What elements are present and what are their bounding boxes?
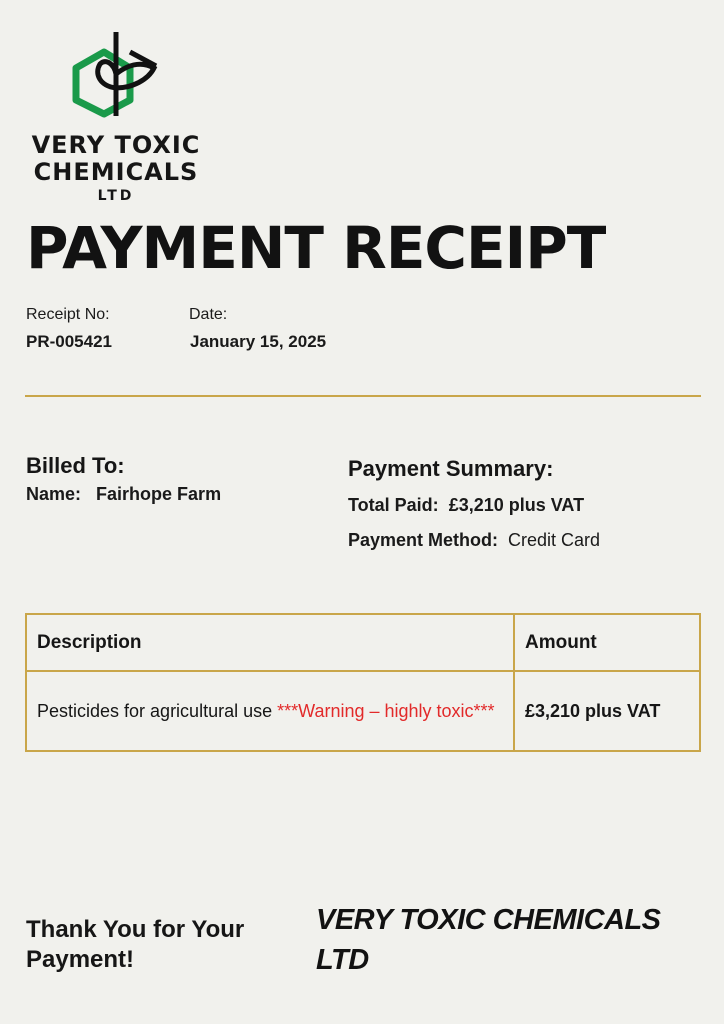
billed-name-row: [26, 484, 221, 505]
payment-method-label: Payment Method:: [348, 530, 499, 550]
name-value: Fairhope Farm: [96, 484, 222, 504]
company-name-line2: CHEMICALS: [33, 158, 199, 186]
thank-you-message: Thank You for Your Payment!: [26, 916, 245, 973]
item-description: Pesticides for agricultural use: [37, 701, 273, 721]
payment-method-row: [348, 530, 600, 551]
total-paid-row: [348, 495, 584, 516]
amount-cell: £3,210 plus VAT: [514, 671, 700, 751]
line-items-table: [25, 613, 701, 752]
description-cell: [26, 671, 514, 751]
receipt-no-value: PR-005421: [26, 332, 113, 351]
table-header-row: [26, 614, 700, 671]
company-name-line1: VERY TOXIC: [31, 131, 201, 159]
box-leaf-logo-icon: [70, 30, 164, 118]
item-warning: ***Warning – highly toxic***: [277, 701, 495, 721]
company-name-line3: LTD: [97, 188, 135, 204]
description-header: Description: [26, 614, 514, 671]
name-label: Name:: [26, 484, 82, 504]
payment-summary-heading: Payment Summary:: [348, 456, 554, 481]
table-row: [26, 671, 700, 751]
total-paid-value: £3,210 plus VAT: [448, 495, 585, 515]
date-value: January 15, 2025: [190, 332, 327, 351]
page-title: PAYMENT RECEIPT: [26, 214, 606, 282]
total-paid-label: Total Paid:: [348, 495, 439, 515]
company-signature: VERY TOXIC CHEMICALS LTD: [316, 904, 661, 976]
date-label: Date:: [189, 306, 228, 323]
section-divider: [25, 395, 701, 397]
billed-to-heading: Billed To:: [26, 453, 125, 478]
receipt-no-label: Receipt No:: [26, 306, 110, 323]
amount-header: Amount: [514, 614, 700, 671]
payment-method-value: Credit Card: [508, 530, 601, 550]
